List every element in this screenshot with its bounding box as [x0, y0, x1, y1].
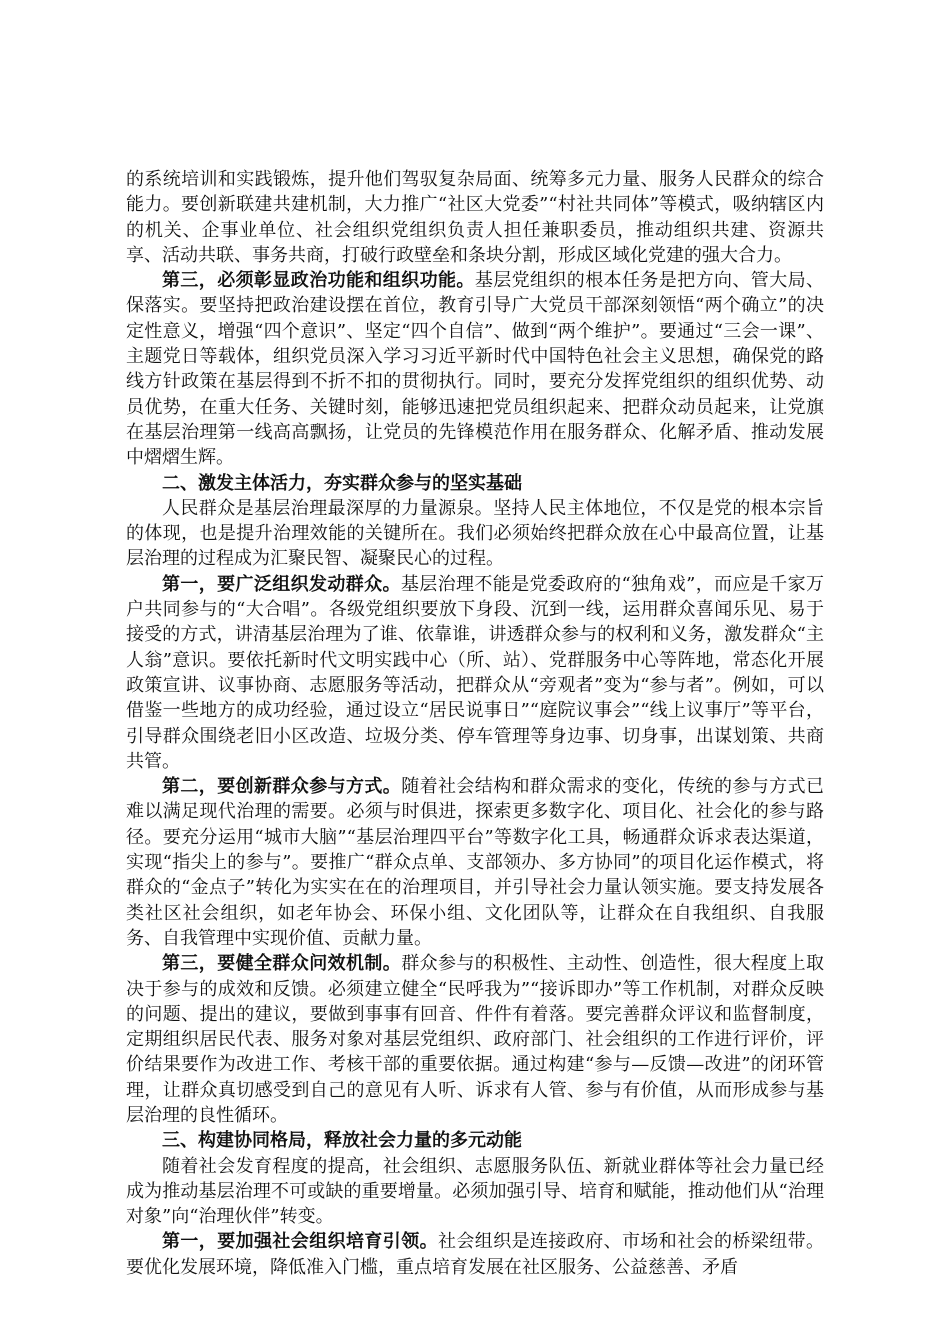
paragraph — [126, 572, 824, 774]
paragraph-continuation — [126, 167, 824, 268]
paragraph-text: 基层治理不能是党委政府的“独角戏”，而应是千家万户共同参与的“大合唱”。各级党组织要放下身段、沉到一线，运用群众喜闻乐见、易于接受的方式，讲清基层治理为了谁、依靠谁，讲透群众参与的权利和义务，激发群众“主人翁”意识。要依托新时代文明实践中心（所、站）、党群服务中心等阵地，常态化开展政策宣讲、议事协商、志愿服务等活动，把群众从“旁观者”变为“参与者”。例如，可以借鉴一些地方的成功经验，通过设立“居民说事日”“庭院议事会”“线上议事厅”等平台，引导群众围绕老旧小区改造、垃圾分类、停车管理等身边事、切身事，出谋划策、共商共管。 — [126, 573, 825, 772]
paragraph — [126, 774, 824, 951]
document-page — [126, 167, 824, 1280]
paragraph-text: 随着社会结构和群众需求的变化，传统的参与方式已难以满足现代治理的需要。必须与时俱进，探索更多数字化、项目化、社会化的参与路径。要充分运用“城市大脑”“基层治理四平台”等数字化工具，畅通群众诉求表达渠道，实现“指尖上的参与”。要推广“群众点单、支部领办、多方协同”的项目化运作模式，将群众的“金点子”转化为实实在在的治理项目，并引导社会力量认领实施。要支持发展各类社区社会组织，如老年协会、环保小组、文化团队等，让群众在自我组织、自我服务、自我管理中实现价值、贡献力量。 — [126, 776, 825, 949]
paragraph-lead: 第一，要加强社会组织培育引领。 — [162, 1231, 438, 1253]
paragraph-lead: 第二，要创新群众参与方式。 — [162, 776, 402, 798]
paragraph-text: 人民群众是基层治理最深厚的力量源泉。坚持人民主体地位，不仅是党的根本宗旨的体现，也是提升治理效能的关键所在。我们必须始终把群众放在心中最高位置，让基层治理的过程成为汇聚民智、凝聚民心的过程。 — [126, 497, 824, 570]
paragraph-lead: 第三，必须彰显政治功能和组织功能。 — [162, 270, 475, 292]
paragraph-text: 群众参与的积极性、主动性、创造性，很大程度上取决于参与的成效和反馈。必须建立健全“民呼我为”“接诉即办”等工作机制，对群众反映的问题、提出的建议，要做到事事有回音、件件有着落。要完善群众评议和监督制度，定期组织居民代表、服务对象对基层党组织、政府部门、社会组织的工作进行评价，评价结果要作为改进工作、考核干部的重要依据。通过构建“参与—反馈—改进”的闭环管理，让群众真切感受到自己的意见有人听、诉求有人管、参与有价值，从而形成参与基层治理的良性循环。 — [126, 953, 825, 1126]
paragraph — [126, 1154, 824, 1230]
paragraph-text: 基层党组织的根本任务是把方向、管大局、保落实。要坚持把政治建设摆在首位，教育引导广大党员干部深刻领悟“两个确立”的决定性意义，增强“四个意识”、坚定“四个自信”、做到“两个维护”。要通过“三会一课”、主题党日等载体，组织党员深入学习习近平新时代中国特色社会主义思想，确保党的路线方针政策在基层得到不折不扣的贯彻执行。同时，要充分发挥党组织的组织优势、动员优势，在重大任务、关键时刻，能够迅速把党员组织起来、把群众动员起来，让党旗在基层治理第一线高高飘扬，让党员的先锋模范作用在服务群众、化解矛盾、推动发展中熠熠生辉。 — [126, 270, 825, 469]
paragraph — [126, 1229, 824, 1280]
section-heading: 三、构建协同格局，释放社会力量的多元动能 — [162, 1130, 522, 1152]
section-heading: 二、激发主体活力，夯实群众参与的坚实基础 — [162, 472, 522, 494]
paragraph-lead: 第三，要健全群众问效机制。 — [162, 953, 402, 975]
paragraph — [126, 268, 824, 470]
paragraph-lead: 第一，要广泛组织发动群众。 — [162, 573, 401, 595]
paragraph-text: 的系统培训和实践锻炼，提升他们驾驭复杂局面、统筹多元力量、服务人民群众的综合能力。要创新联建共建机制，大力推广“社区大党委”“村社共同体”等模式，吸纳辖区内的机关、企事业单位、社会组织党组织负责人担任兼职委员，推动组织共建、资源共享、活动共联、事务共商，打破行政壁垒和条块分割，形成区域化党建的强大合力。 — [126, 169, 824, 266]
paragraph — [126, 951, 824, 1128]
paragraph-text: 随着社会发育程度的提高，社会组织、志愿服务队伍、新就业群体等社会力量已经成为推动基层治理不可或缺的重要增量。必须加强引导、培育和赋能，推动他们从“治理对象”向“治理伙伴”转变。 — [126, 1155, 824, 1228]
paragraph-text: 社会组织是连接政府、市场和社会的桥梁纽带。要优化发展环境，降低准入门槛，重点培育发展在社区服务、公益慈善、矛盾 — [126, 1231, 824, 1278]
paragraph — [126, 496, 824, 572]
